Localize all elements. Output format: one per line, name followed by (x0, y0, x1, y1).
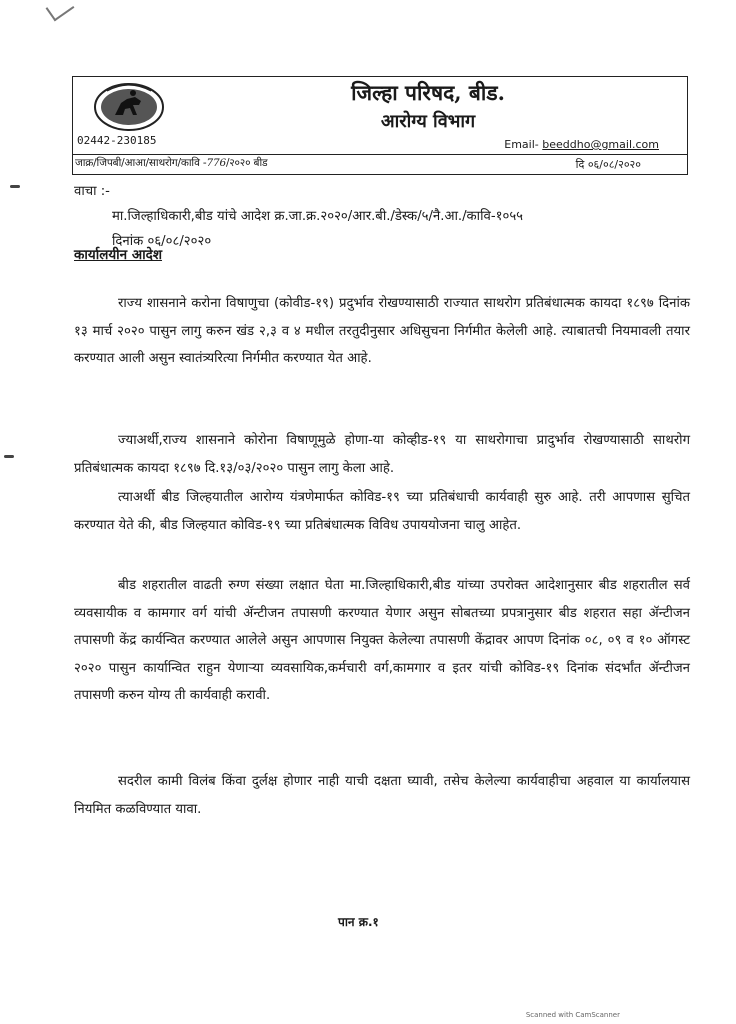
scanner-watermark: Scanned with CamScanner (525, 1011, 620, 1019)
email-line (504, 138, 659, 151)
page-number: पान क्र.१ (338, 915, 379, 929)
reading-label: वाचा :- (74, 184, 110, 199)
paragraph-2-text: ज्याअर्थी,राज्य शासनाने कोरोना विषाणूमुळे होणा-या कोव्हीड-१९ या साथरोगाचा प्रादुर्भाव रोखण्यासाठी साथरोग प्रतिबंधात्मक कायदा १८९७ दि.१३/०३/२०२० पासुन लागु केला आहे. (74, 433, 690, 476)
paragraph-5 (74, 768, 690, 823)
paragraph-4-text: बीड शहरातील वाढती रुग्ण संख्या लक्षात घेता मा.जिल्हाधिकारी,बीड यांच्या उपरोक्त आदेशानुसार बीड शहरातील सर्व व्यवसायीक व कामगार वर्ग यांची ॲन्टीजन तपासणी करण्यात येणार असुन सोबतच्या प्रपत्रानुसार बीड शहरात सहा ॲन्टीजन तपासणी केंद्र कार्यन्वित करण्यात आलेले असुन आपणास नियुक्त केलेल्या तपासणी केंद्रावर आपण दिनांक ०८, ०९ व १० ऑगस्ट २०२० पासुन कार्यान्वित राहुन येणाऱ्या व्यवसायिक,कर्मचारी वर्ग,कामगार व इतर यांची कोविड-१९ दिनांक संदर्भांत ॲन्टीजन तपासणी करुन योग्य ती कार्यवाही करावी. (74, 578, 690, 703)
letterhead-divider (73, 154, 687, 155)
office-title: जिल्हा परिषद, बीड. (351, 80, 505, 105)
paragraph-3 (74, 484, 690, 539)
punch-hole-mark (10, 185, 20, 188)
department-title: आरोग्य विभाग (380, 111, 476, 132)
outward-reference (75, 156, 267, 170)
letterhead-box (72, 76, 688, 175)
email-label: Email- (504, 138, 539, 151)
paragraph-1 (74, 290, 690, 373)
reading-line: मा.जिल्हाधिकारी,बीड यांचे आदेश क्र.जा.क्र.२०२०/आर.बी./डेस्क/५/नै.आ./कावि-१०५५ (112, 209, 524, 224)
outward-number: 776 (206, 157, 226, 169)
paragraph-1-text: राज्य शासनाने करोना विषाणुचा (कोवीड-१९) प्रदुर्भाव रोखण्यासाठी राज्यात साथरोग प्रतिबंधात्मक कायदा १८९७ दिनांक १३ मार्च २०२० पासुन लागु करुन खंड २,३ व ४ मधील तरतुदीनुसार अधिसुचना निर्गमीत केलेली आहे. त्याबातची नियमावली तयार करण्यात आली असुन स्वातंत्र्यरित्या निर्गमीत करण्यात येत आहे. (74, 296, 690, 366)
zilla-parishad-seal-icon (93, 81, 165, 131)
paragraph-3-text: त्याअर्थी बीड जिल्हयातील आरोग्य यंत्रणेमार्फत कोविड-१९ च्या प्रतिबंधाची कार्यवाही सुरु आहे. तरी आपणास सुचित करण्यात येते की, बीड जिल्हयात कोविड-१९ च्या प्रतिबंधात्मक विविध उपाययोजना चालु आहेत. (74, 490, 690, 533)
paragraph-2 (74, 427, 690, 482)
email-address: beeddho@gmail.com (542, 138, 659, 151)
reading-date-line: दिनांक ०६/०८/२०२० (112, 234, 212, 249)
reading-reference (74, 179, 690, 254)
letter-date: दि ०६/०८/२०२० (575, 158, 641, 171)
outward-prefix: जाक्र/जिपबी/आआ/साथरोग/कावि - (75, 157, 207, 169)
outward-suffix: /२०२० बीड (225, 157, 268, 169)
phone-number: 02442-230185 (77, 134, 157, 147)
office-order-heading: कार्यालयीन आदेश (74, 247, 163, 263)
paragraph-4 (74, 572, 690, 710)
punch-hole-mark (4, 455, 14, 458)
scan-corner-mark (46, 0, 75, 21)
paragraph-5-text: सदरील कामी विलंब किंवा दुर्लक्ष होणार नाही याची दक्षता घ्यावी, तसेच केलेल्या कार्यवाहीचा अहवाल या कार्यालयास नियमित कळविण्यात यावा. (74, 774, 690, 817)
